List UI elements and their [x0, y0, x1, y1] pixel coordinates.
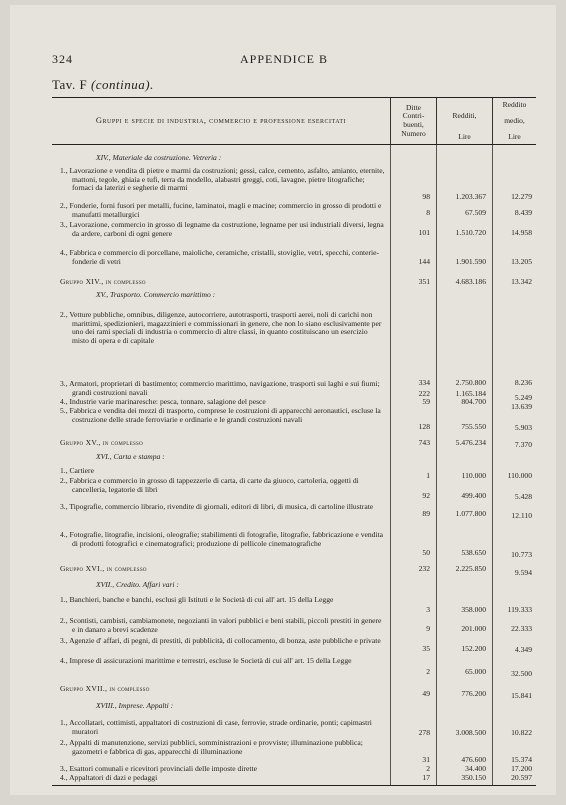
table-title-prefix: Tav. F	[52, 77, 88, 92]
table-header	[52, 98, 536, 145]
data-table	[52, 97, 536, 786]
column-rule	[436, 145, 437, 785]
header-reddito-medio: Reddito medio, Lire	[492, 98, 536, 144]
page-number: 324	[52, 52, 73, 66]
document-page	[10, 5, 556, 795]
header-redditi: Redditi, Lire	[436, 98, 492, 144]
column-rule	[492, 145, 493, 785]
header-groups: Gruppi e specie di industria, commercio e professione esercitati	[95, 115, 347, 126]
table-body: XIV., Materiale da costruzione. Vetreria : 1., Lavorazione e vendita di pietre e marmi da costruzioni; gessi, calce, cemento, asfalto, amianto, eternite, mattoni, tegole, ghiaia e tufi, terra da modello, alabastri greggi, coti, lavagne, pietre litografiche; fornaci da laterizi e segherie di marmi 98 1.203.367 12.279 2., Fonderie, forni fusori per metalli, fucine, laminatoi, magli e macine; commercio in grosso di prodotti e manufatti metallurgici 8 67.509 8.439 3., Lavorazione, commercio in grosso di legname da costruzione, legname per usi industriali diversi, legna da ardere, carboni di ogni genere 101 1.510.720 14.958 4., Fabbrica e commercio di porcellane, maioliche, ceramiche, cristalli, stoviglie, vetri, specchi, conterie-fonderie di vetri 144 1.901.590 13.205 Gruppo XIV., in complesso 351 4.683.186 13.342 XV., Trasporto. Commercio marittimo : 2., Vetture pubbliche, omnibus, diligenze, autocorriere, autotrasporti, trasporti aerei, noli di carichi non marittimi, spedizionieri, magazzinieri e commissionari in genere, che non lo siano esclusivamente per uno dei rami speciali di industria o commercio di altre classi, in quanto costituiscano un esercizio misto di opera e di capitale 334 2.750.800 8.236 3., Armatori, proprietari di bastimento; commercio marittimo, navigazione, trasporti sui laghi e sui fiumi; grandi costruzioni navali 222 1.165.184 5.249 4., Industrie varie marinaresche: pesca, tonnare, salagione del pesce 59 804.700 13.639 5., Fabbrica e vendita dei mezzi di trasporto, comprese le costruzioni di apparecchi aeronautici, escluse la costruzione delle strade ferroviarie e ordinarie e le grandi costruzioni navali 128 755.550 5.903 Gruppo XV., in complesso 743 5.476.234 7.370 XVI., Carta e stampa : 1., Cartiere 1 110.000 110.000 2., Fabbrica e commercio in grosso di tappezzerie di carta, di carte da giuoco, cartoleria, oggetti di cancelleria, legatorie di libri 92 499.400 5.428 3., Tipografie, commercio librario, rivendite di giornali, editori di libri, di musica, di cartoline illustrate 89 1.077.800 12.110 4., Fotografie, litografie, incisioni, oleografie; stabilimenti di fotografie, litografie, fabbricazione e vendita di prodotti fotografici e cinematografici; produzione di pellicole cinematografiche 50 538.650 10.773 Gruppo XVI., in complesso 232 2.225.850 9.594 XVII., Credito. Affari vari : 1., Banchieri, banche e banchi, esclusi gli Istituti e le Società di cui all' art. 15 della Legge 3 358.000 119.333 2., Scontisti, cambisti, cambiamonete, negozianti in valori pubblici e beni stabili, piccoli prestiti in genere e in danaro a brevi scadenze 9 201.000 22.333 3., Agenzie d' affari, di pegni, di prestiti, di pubblicità, di collocamento, di bonza, aste pubbliche e private 35 152.200 4.349 4., Imprese di assicurazioni marittime e terrestri, escluse le Società di cui all' art. 15 della Legge 2 65.000 32.500 Gruppo XVII., in complesso 49 776.200 15.841 XVIII., Imprese. Appalti : 1., Accollatari, cottimisti, appaltatori di costruzioni di case, ferrovie, strade ordinarie, ponti; capimastri muratori 278 3.008.500 10.822 2., Appalti di manutenzione, servizi pubblici, somministrazioni e provviste; illuminazione pubblica; gazometri e fabbrica di gas, apparecchi di illuminazione 31 476.600 15.374 3., Esattori comunali e ricevitori provinciali delle imposte dirette 2 34.400 17.200 4., Appaltatori di dazi e pedaggi 17 350.150 20.597	[52, 145, 536, 785]
table-title	[52, 77, 154, 93]
header-ditte: Ditte Contri- buenti, Numero	[390, 98, 436, 144]
column-rule	[390, 145, 391, 785]
table-title-suffix: (continua).	[90, 77, 154, 92]
running-title: APPENDICE B	[239, 52, 328, 66]
